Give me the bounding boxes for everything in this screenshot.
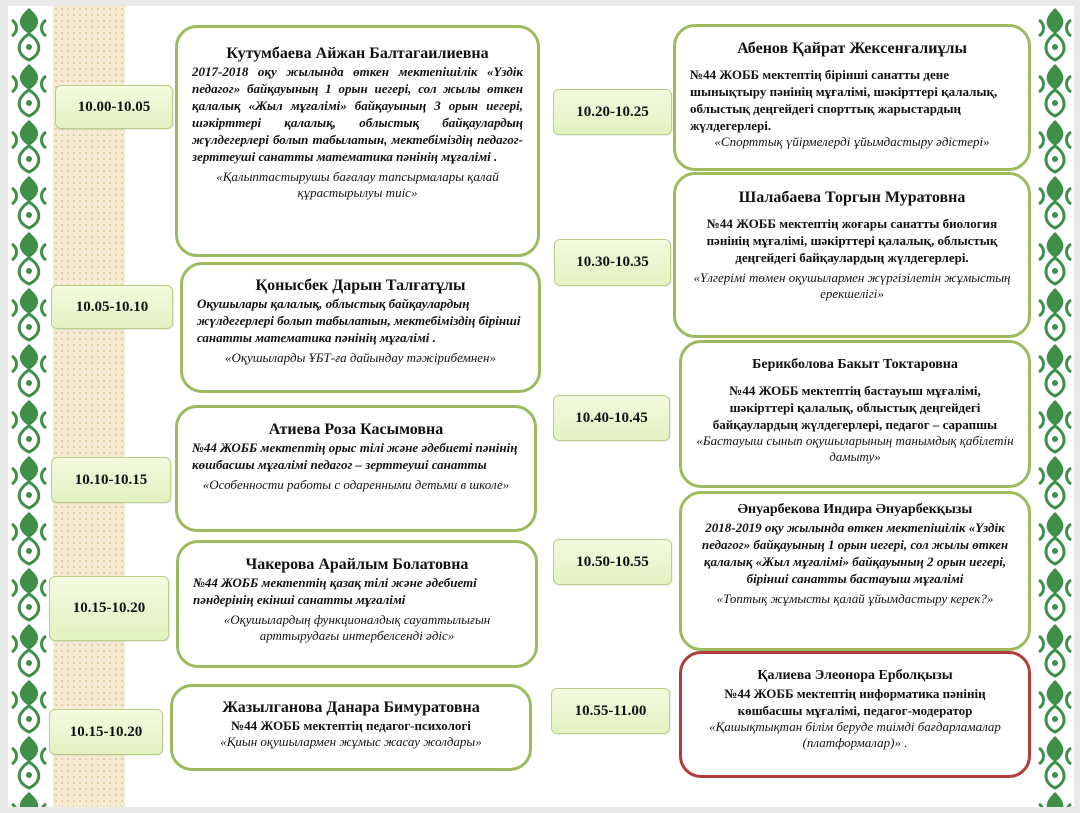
right-ornament-border <box>1036 6 1074 807</box>
time-badge: 10.10-10.15 <box>51 457 171 503</box>
speaker-name: Кутумбаева Айжан Балтагаилиевна <box>226 45 489 62</box>
speaker-name: Атиева Роза Касымовна <box>268 421 444 438</box>
speaker-card <box>175 25 540 257</box>
speaker-info: 2018-2019 оқу жылында өткен мектепішілік «Үздік педагог» байқауының 1 орын иегері, сол жылы өткен қалалық «Жыл мұғалімі» байқауының 2 орын иегері, бірінші санатты бастауыш мұғалімі <box>701 520 1009 586</box>
speaker-card <box>175 405 537 532</box>
speaker-name: Қонысбек Дарын Талғатұлы <box>255 277 466 294</box>
speaker-card <box>679 340 1031 488</box>
left-ornament-border <box>8 6 50 807</box>
speaker-card <box>180 262 541 393</box>
speaker-name: Берикболова Бакыт Токтаровна <box>752 357 958 372</box>
speaker-topic: «Қалыптастырушы бағалау тапсырмалары қалай құрастырылуы тиіс» <box>216 169 499 200</box>
time-badge: 10.55-11.00 <box>551 688 670 734</box>
time-badge: 10.00-10.05 <box>55 85 173 129</box>
speaker-card <box>176 540 538 668</box>
speaker-topic: «Үлгерімі төмен оқушылармен жүргізілетін жұмыстың ерекшелігі» <box>693 270 1011 301</box>
speaker-info: №44 ЖОББ мектептің қазақ тілі және әдебиеті пәндерінің екінші санатты мұғалімі <box>193 575 477 607</box>
speaker-topic: «Қашықтықтан білім беруде тиімді бағдарламалар (платформалар)» . <box>709 719 1001 750</box>
speaker-topic: «Особенности работы с одаренными детьми в школе» <box>202 477 510 492</box>
time-badge: 10.20-10.25 <box>553 89 672 135</box>
speaker-info: №44 ЖОББ мектептің жоғары санатты биология пәнінің мұғалімі, шәкірттері қалалық, облыстық деңгейдегі байқаулардың жүлдегерлері. <box>706 216 998 265</box>
speaker-name: Қалиева Элеонора Ерболқызы <box>757 668 953 683</box>
speaker-topic: «Оқушыларды ҰБТ-ға дайындау тәжірибемнен» <box>225 350 496 365</box>
schedule-page <box>8 6 1074 807</box>
speaker-card <box>673 24 1031 171</box>
speaker-info: №44 ЖОББ мектептің педагог-психологі <box>231 718 471 733</box>
kazakh-ornament-icon <box>8 6 50 807</box>
speaker-topic: «Бастауыш сынып оқушыларының танымдық қабілетін дамыту» <box>696 433 1014 464</box>
speaker-card-highlighted <box>679 651 1031 778</box>
speaker-topic: «Спорттық үйірмелерді ұйымдастыру әдістері» <box>714 134 990 149</box>
speaker-card <box>170 684 532 771</box>
speaker-name: Шалабаева Торгын Муратовна <box>738 189 966 206</box>
speaker-info: Оқушылары қалалық, облыстық байқаулардың жүлдегерлері болып табылатын, мектебіміздің бірінші санатты математика пәнінің мұғалімі . <box>197 296 521 345</box>
speaker-name: Жазылганова Данара Бимуратовна <box>222 699 480 716</box>
speaker-info: №44 ЖОББ мектептің информатика пәнінің көшбасшы мұғалімі, педагог-модератор <box>724 686 986 718</box>
speaker-card <box>679 491 1031 651</box>
speaker-name: Чакерова Арайлым Болатовна <box>245 556 469 573</box>
speaker-info: №44 ЖОББ мектептің бірінші санатты дене шынықтыру пәнінің мұғалімі, шәкірттері қалалық, облыстық деңгейдегі спорттық жарыстардың жүлдегерлері. <box>690 67 998 133</box>
time-badge: 10.15-10.20 <box>49 576 169 641</box>
time-badge: 10.50-10.55 <box>553 539 672 585</box>
kazakh-ornament-icon <box>1036 6 1074 807</box>
speaker-name: Әнуарбекова Индира Әнуарбекқызы <box>737 502 973 517</box>
time-badge: 10.15-10.20 <box>49 709 163 755</box>
speaker-info: №44 ЖОББ мектептің орыс тілі және әдебиеті пәнінің көшбасшы мұғалімі педагог – зерттеуші санатты <box>192 440 518 472</box>
speaker-topic: «Топтық жұмысты қалай ұйымдастыру керек?» <box>716 591 994 606</box>
speaker-topic: «Қиын оқушылармен жұмыс жасау жолдары» <box>220 734 482 749</box>
time-badge: 10.05-10.10 <box>51 285 173 329</box>
speaker-topic: «Оқушылардың функционалдық сауаттылығын арттырудағы интербелсенді әдіс» <box>223 612 491 643</box>
speaker-info: №44 ЖОББ мектептің бастауыш мұғалімі, шәкірттері қалалық, облыстық деңгейдегі байқаулардың жүлдегерлері, педагог – сарапшы <box>712 383 998 432</box>
speaker-info: 2017-2018 оқу жылында өткен мектепішілік «Үздік педагог» байқауының 1 орын иегері, сол жылы өткен қалалық «Жыл мұғалімі» байқауының 3 орын иегері, шәкірттері қалалық, облыстық байқаулардың жүлдегерлері болып табылатын, мектебіміздің педагог-зерттеуші санатты математика пәнінің мұғалімі . <box>192 64 523 164</box>
speaker-card <box>673 172 1031 338</box>
time-badge: 10.40-10.45 <box>553 395 670 441</box>
time-badge: 10.30-10.35 <box>554 239 671 286</box>
speaker-name: Абенов Қайрат Жексенғалиұлы <box>737 40 967 57</box>
